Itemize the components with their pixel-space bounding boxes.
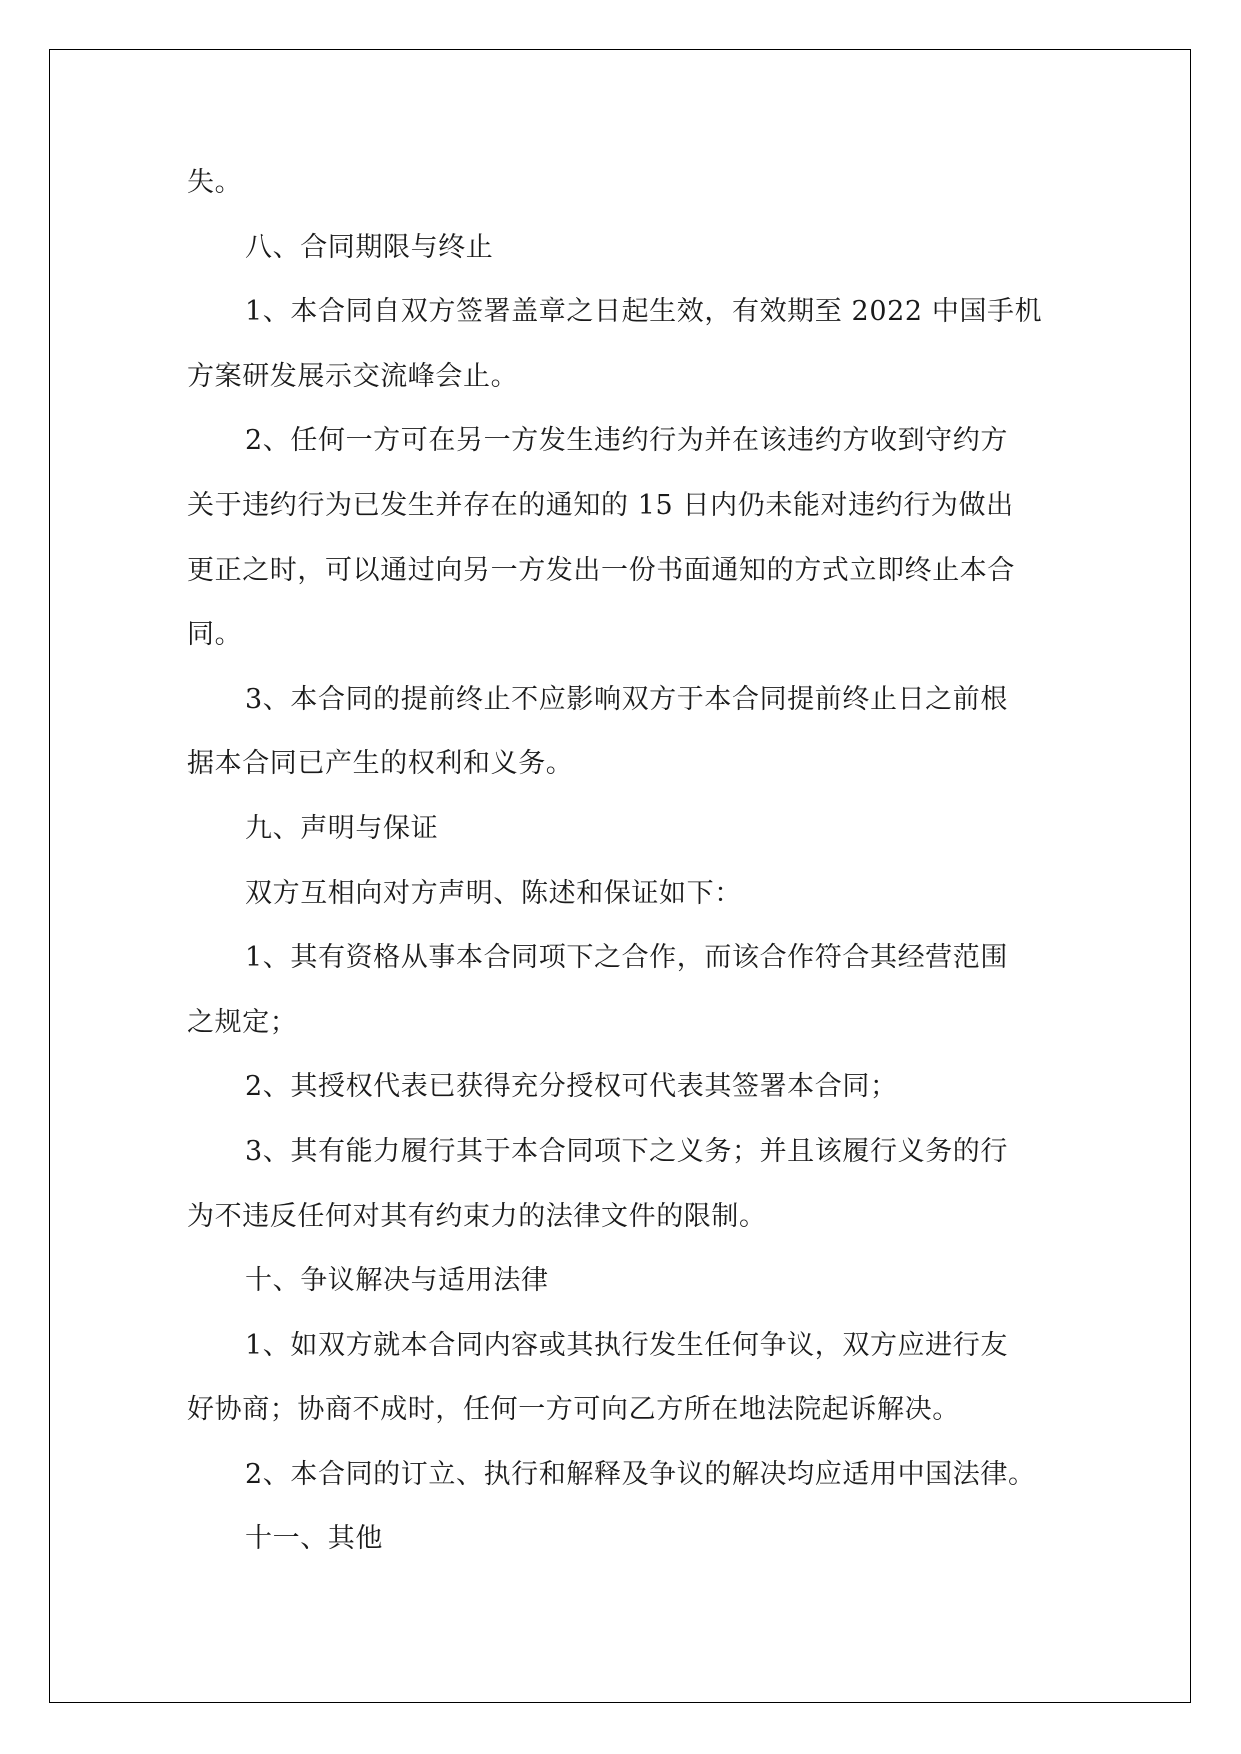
document-body: [187, 151, 1059, 1572]
clause-9-3-cont: 为不违反任何对其有约束力的法律文件的限制。: [187, 1200, 767, 1232]
section-heading-10: 十、争议解决与适用法律: [245, 1265, 549, 1297]
text-line-continuation: 失。: [187, 167, 243, 198]
clause-10-2: 2、本合同的订立、执行和解释及争议的解决均应适用中国法律。: [245, 1458, 1036, 1490]
clause-10-1-cont: 好协商；协商不成时，任何一方可向乙方所在地法院起诉解决。: [187, 1394, 960, 1426]
clause-8-3-cont: 据本合同已产生的权利和义务。: [187, 748, 574, 780]
clause-9-1-cont: 之规定；: [187, 1006, 298, 1038]
clause-9-2: 2、其授权代表已获得充分授权可代表其签署本合同；: [245, 1071, 898, 1103]
clause-8-2-cont-2: 更正之时，可以通过向另一方发出一份书面通知的方式立即终止本合: [187, 554, 1015, 586]
clause-9-intro: 双方互相向对方声明、陈述和保证如下：: [245, 877, 742, 909]
clause-9-1: 1、其有资格从事本合同项下之合作，而该合作符合其经营范围: [245, 942, 1008, 974]
section-heading-11: 十一、其他: [245, 1523, 383, 1555]
clause-8-2-cont-3: 同。: [187, 619, 243, 651]
clause-8-1-cont: 方案研发展示交流峰会止。: [187, 360, 519, 392]
clause-10-1: 1、如双方就本合同内容或其执行发生任何争议，双方应进行友: [245, 1329, 1008, 1361]
clause-8-2: 2、任何一方可在另一方发生违约行为并在该违约方收到守约方: [245, 425, 1008, 457]
section-heading-9: 九、声明与保证: [245, 812, 439, 844]
clause-8-1: 1、本合同自双方签署盖章之日起生效，有效期至 2022 中国手机: [245, 296, 1043, 328]
section-heading-8: 八、合同期限与终止: [245, 231, 494, 263]
clause-9-3: 3、其有能力履行其于本合同项下之义务；并且该履行义务的行: [245, 1135, 1008, 1167]
clause-8-3: 3、本合同的提前终止不应影响双方于本合同提前终止日之前根: [245, 683, 1008, 715]
clause-8-2-cont-1: 关于违约行为已发生并存在的通知的 15 日内仍未能对违约行为做出: [187, 489, 1014, 521]
